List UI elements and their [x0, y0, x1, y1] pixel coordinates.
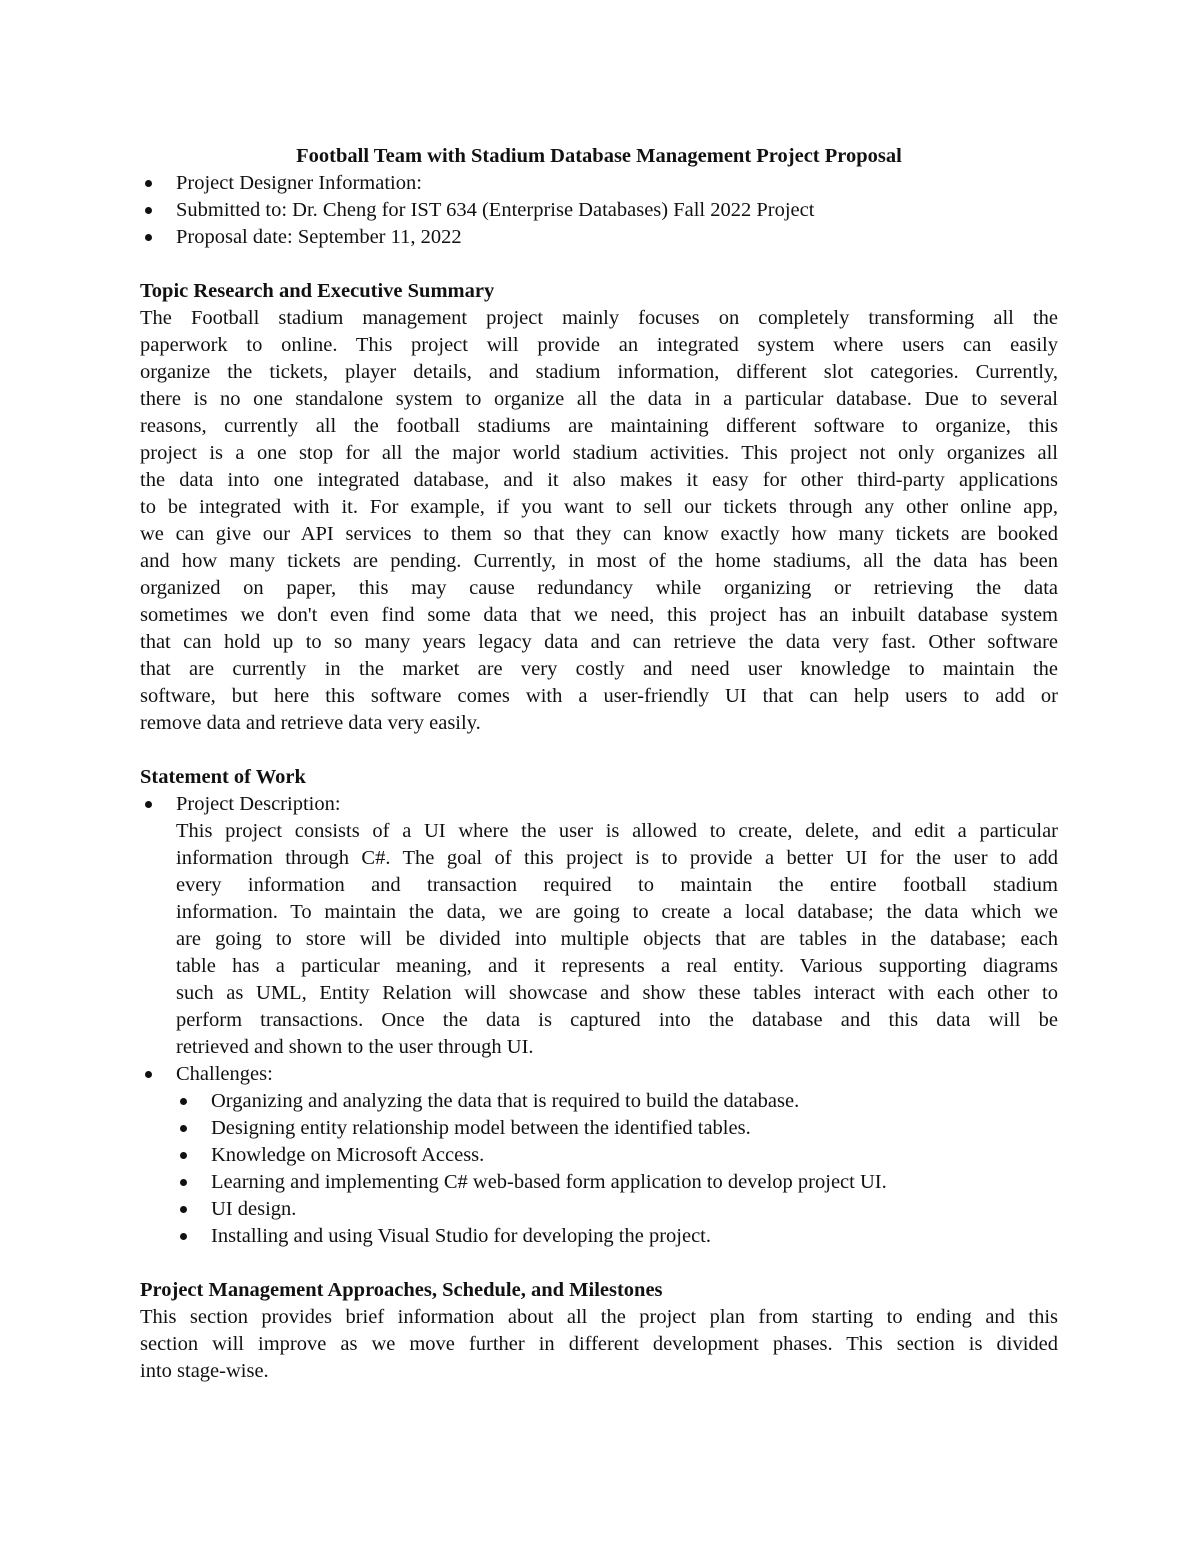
bullet-icon	[180, 1125, 187, 1132]
paragraph-line	[140, 332, 1058, 359]
description-line	[140, 845, 1058, 872]
challenge-item-text: UI design.	[211, 1198, 297, 1220]
section-heading	[140, 278, 1058, 305]
description-line-text: table has a particular meaning, and it represents a real entity. Various supporting diagrams	[176, 955, 1058, 977]
description-line-text: information through C#. The goal of this project is to provide a better UI for the user to add	[176, 847, 1058, 869]
description-line-text: information. To maintain the data, we are going to create a local database; the data which we	[176, 901, 1058, 923]
paragraph-line-text: organized on paper, this may cause redundancy while organizing or retrieving the data	[140, 577, 1058, 599]
description-line-text: are going to store will be divided into multiple objects that are tables in the database; each	[176, 928, 1058, 950]
paragraph-line	[140, 521, 1058, 548]
description-line	[140, 980, 1058, 1007]
paragraph-line-text: software, but here this software comes with a user-friendly UI that can help users to add or	[140, 685, 1058, 707]
challenge-item	[140, 1169, 1058, 1196]
section-heading	[140, 764, 1058, 791]
paragraph-line	[140, 1358, 1058, 1385]
challenge-item	[140, 1223, 1058, 1250]
paragraph-line-text: the data into one integrated database, and it also makes it easy for other third-party applications	[140, 469, 1058, 491]
bullet-icon	[180, 1179, 187, 1186]
paragraph-line-text: to be integrated with it. For example, if you want to sell our tickets through any other online app,	[140, 496, 1058, 518]
header-bullet-text: Project Designer Information:	[176, 172, 422, 194]
description-line	[140, 818, 1058, 845]
paragraph-line	[140, 683, 1058, 710]
paragraph-line-text: reasons, currently all the football stadiums are maintaining different software to organize, this	[140, 415, 1058, 437]
bullet-icon	[145, 1071, 152, 1078]
document-title	[140, 143, 1058, 170]
description-line-text: This project consists of a UI where the user is allowed to create, delete, and edit a particular	[176, 820, 1058, 842]
paragraph-line-text: This section provides brief information about all the project plan from starting to ending and this	[140, 1306, 1058, 1328]
paragraph-line	[140, 359, 1058, 386]
description-line	[140, 926, 1058, 953]
paragraph-line	[140, 305, 1058, 332]
paragraph-line-text: The Football stadium management project mainly focuses on completely transforming all the	[140, 307, 1058, 329]
description-line	[140, 899, 1058, 926]
challenge-item-text: Organizing and analyzing the data that is required to build the database.	[211, 1090, 800, 1112]
bullet-icon	[180, 1206, 187, 1213]
paragraph-line-text: paperwork to online. This project will provide an integrated system where users can easily	[140, 334, 1058, 356]
bullet-icon	[180, 1098, 187, 1105]
paragraph-line-text: and how many tickets are pending. Currently, in most of the home stadiums, all the data has been	[140, 550, 1058, 572]
challenge-item-text: Installing and using Visual Studio for developing the project.	[211, 1225, 711, 1247]
paragraph-line-text: into stage-wise.	[140, 1360, 269, 1382]
section-heading-text: Topic Research and Executive Summary	[140, 280, 495, 302]
paragraph-line-text: organize the tickets, player details, and stadium information, different slot categories. Currently,	[140, 361, 1058, 383]
bullet-icon	[180, 1152, 187, 1159]
paragraph-line	[140, 1304, 1058, 1331]
description-line-text: retrieved and shown to the user through UI.	[176, 1036, 534, 1058]
paragraph-line	[140, 440, 1058, 467]
challenge-item-text: Learning and implementing C# web-based form application to develop project UI.	[211, 1171, 887, 1193]
challenge-item	[140, 1115, 1058, 1142]
paragraph-line	[140, 602, 1058, 629]
paragraph-line	[140, 656, 1058, 683]
paragraph-line	[140, 1331, 1058, 1358]
section-heading-text: Statement of Work	[140, 766, 306, 788]
challenge-item	[140, 1196, 1058, 1223]
paragraph-line	[140, 710, 1058, 737]
bullet-challenges-text: Challenges:	[176, 1063, 273, 1085]
challenge-item-text: Knowledge on Microsoft Access.	[211, 1144, 485, 1166]
header-bullet-text: Proposal date: September 11, 2022	[176, 226, 462, 248]
description-line-text: such as UML, Entity Relation will showcase and show these tables interact with each other to	[176, 982, 1058, 1004]
paragraph-line-text: sometimes we don't even find some data that we need, this project has an inbuilt database system	[140, 604, 1058, 626]
bullet-icon	[145, 234, 152, 241]
paragraph-line	[140, 548, 1058, 575]
challenge-item	[140, 1088, 1058, 1115]
bullet-project-description-text: Project Description:	[176, 793, 341, 815]
paragraph-line-text: section will improve as we move further in different development phases. This section is divided	[140, 1333, 1058, 1355]
bullet-icon	[145, 180, 152, 187]
paragraph-line-text: we can give our API services to them so that they can know exactly how many tickets are booked	[140, 523, 1058, 545]
bullet-icon	[145, 801, 152, 808]
spacer	[140, 737, 1058, 764]
paragraph-line-text: remove data and retrieve data very easily.	[140, 712, 481, 734]
description-line	[140, 1007, 1058, 1034]
header-bullet-text: Submitted to: Dr. Cheng for IST 634 (Enterprise Databases) Fall 2022 Project	[176, 199, 815, 221]
document-title-text: Football Team with Stadium Database Management Project Proposal	[296, 145, 902, 167]
paragraph-line	[140, 494, 1058, 521]
bullet-project-description	[140, 791, 1058, 818]
spacer	[140, 251, 1058, 278]
paragraph-line	[140, 467, 1058, 494]
description-line-text: every information and transaction required to maintain the entire football stadium	[176, 874, 1058, 896]
header-bullet	[140, 170, 1058, 197]
bullet-icon	[180, 1233, 187, 1240]
description-line	[140, 1034, 1058, 1061]
paragraph-line	[140, 386, 1058, 413]
description-line	[140, 953, 1058, 980]
section-heading	[140, 1277, 1058, 1304]
paragraph-line-text: that are currently in the market are very costly and need user knowledge to maintain the	[140, 658, 1058, 680]
paragraph-line-text: project is a one stop for all the major world stadium activities. This project not only organizes all	[140, 442, 1058, 464]
paragraph-line	[140, 629, 1058, 656]
document-page	[140, 143, 1058, 1385]
paragraph-line-text: that can hold up to so many years legacy data and can retrieve the data very fast. Other software	[140, 631, 1058, 653]
bullet-challenges	[140, 1061, 1058, 1088]
challenge-item	[140, 1142, 1058, 1169]
paragraph-line	[140, 575, 1058, 602]
paragraph-line	[140, 413, 1058, 440]
paragraph-line-text: there is no one standalone system to organize all the data in a particular database. Due to several	[140, 388, 1058, 410]
section-heading-text: Project Management Approaches, Schedule, and Milestones	[140, 1279, 663, 1301]
description-line-text: perform transactions. Once the data is captured into the database and this data will be	[176, 1009, 1058, 1031]
header-bullet	[140, 197, 1058, 224]
spacer	[140, 1250, 1058, 1277]
header-bullet	[140, 224, 1058, 251]
description-line	[140, 872, 1058, 899]
bullet-icon	[145, 207, 152, 214]
challenge-item-text: Designing entity relationship model between the identified tables.	[211, 1117, 751, 1139]
